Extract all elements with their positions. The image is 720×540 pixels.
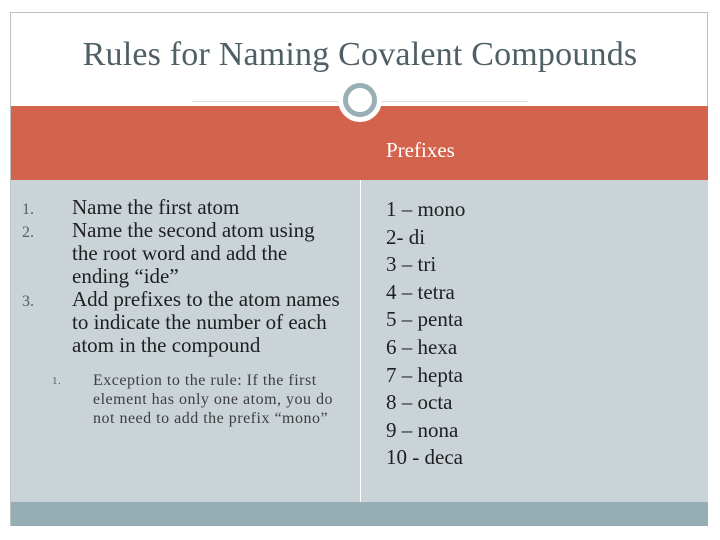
rule-text: Name the first atom: [72, 195, 240, 219]
prefix-item: 3 – tri: [386, 252, 437, 277]
prefix-item: 4 – tetra: [386, 279, 455, 304]
title-divider-left: [192, 101, 340, 102]
footer-band: [11, 502, 708, 526]
prefix-item: 9 – nona: [386, 417, 459, 442]
prefix-item: 7 – hepta: [386, 362, 463, 387]
prefix-item: 6 – hexa: [386, 334, 458, 359]
prefixes-header: Prefixes: [386, 138, 455, 162]
rule-text: Add prefixes to the atom names to indicate the number of each atom in the compound: [72, 287, 340, 357]
slide-title: Rules for Naming Covalent Compounds: [82, 36, 638, 73]
rule-item-2: [22, 219, 342, 288]
rules-list: [22, 196, 342, 428]
prefixes-list: [386, 196, 686, 472]
prefix-item: 8 – octa: [386, 390, 453, 415]
rule-number: 1.: [22, 201, 34, 218]
prefix-item: 2- di: [386, 224, 426, 249]
sub-rule-number: 1.: [52, 375, 62, 387]
rule-text: Name the second atom using the root word and add the ending “ide”: [72, 218, 315, 288]
sub-rule-item: [22, 371, 342, 428]
rule-number: 2.: [22, 224, 34, 241]
rule-item-1: [22, 196, 342, 219]
column-divider: [360, 180, 361, 502]
prefix-item: 10 - deca: [386, 445, 463, 470]
prefix-item: 1 – mono: [386, 197, 466, 221]
prefix-item: 5 – penta: [386, 307, 463, 332]
rule-number: 3.: [22, 293, 34, 310]
title-divider-right: [380, 101, 528, 102]
ring-ornament-icon: [343, 83, 377, 117]
sub-rule-text: Exception to the rule: If the first element has only one atom, you do not need to add the prefix “mono”: [93, 372, 334, 427]
rule-item-3: [22, 288, 342, 357]
